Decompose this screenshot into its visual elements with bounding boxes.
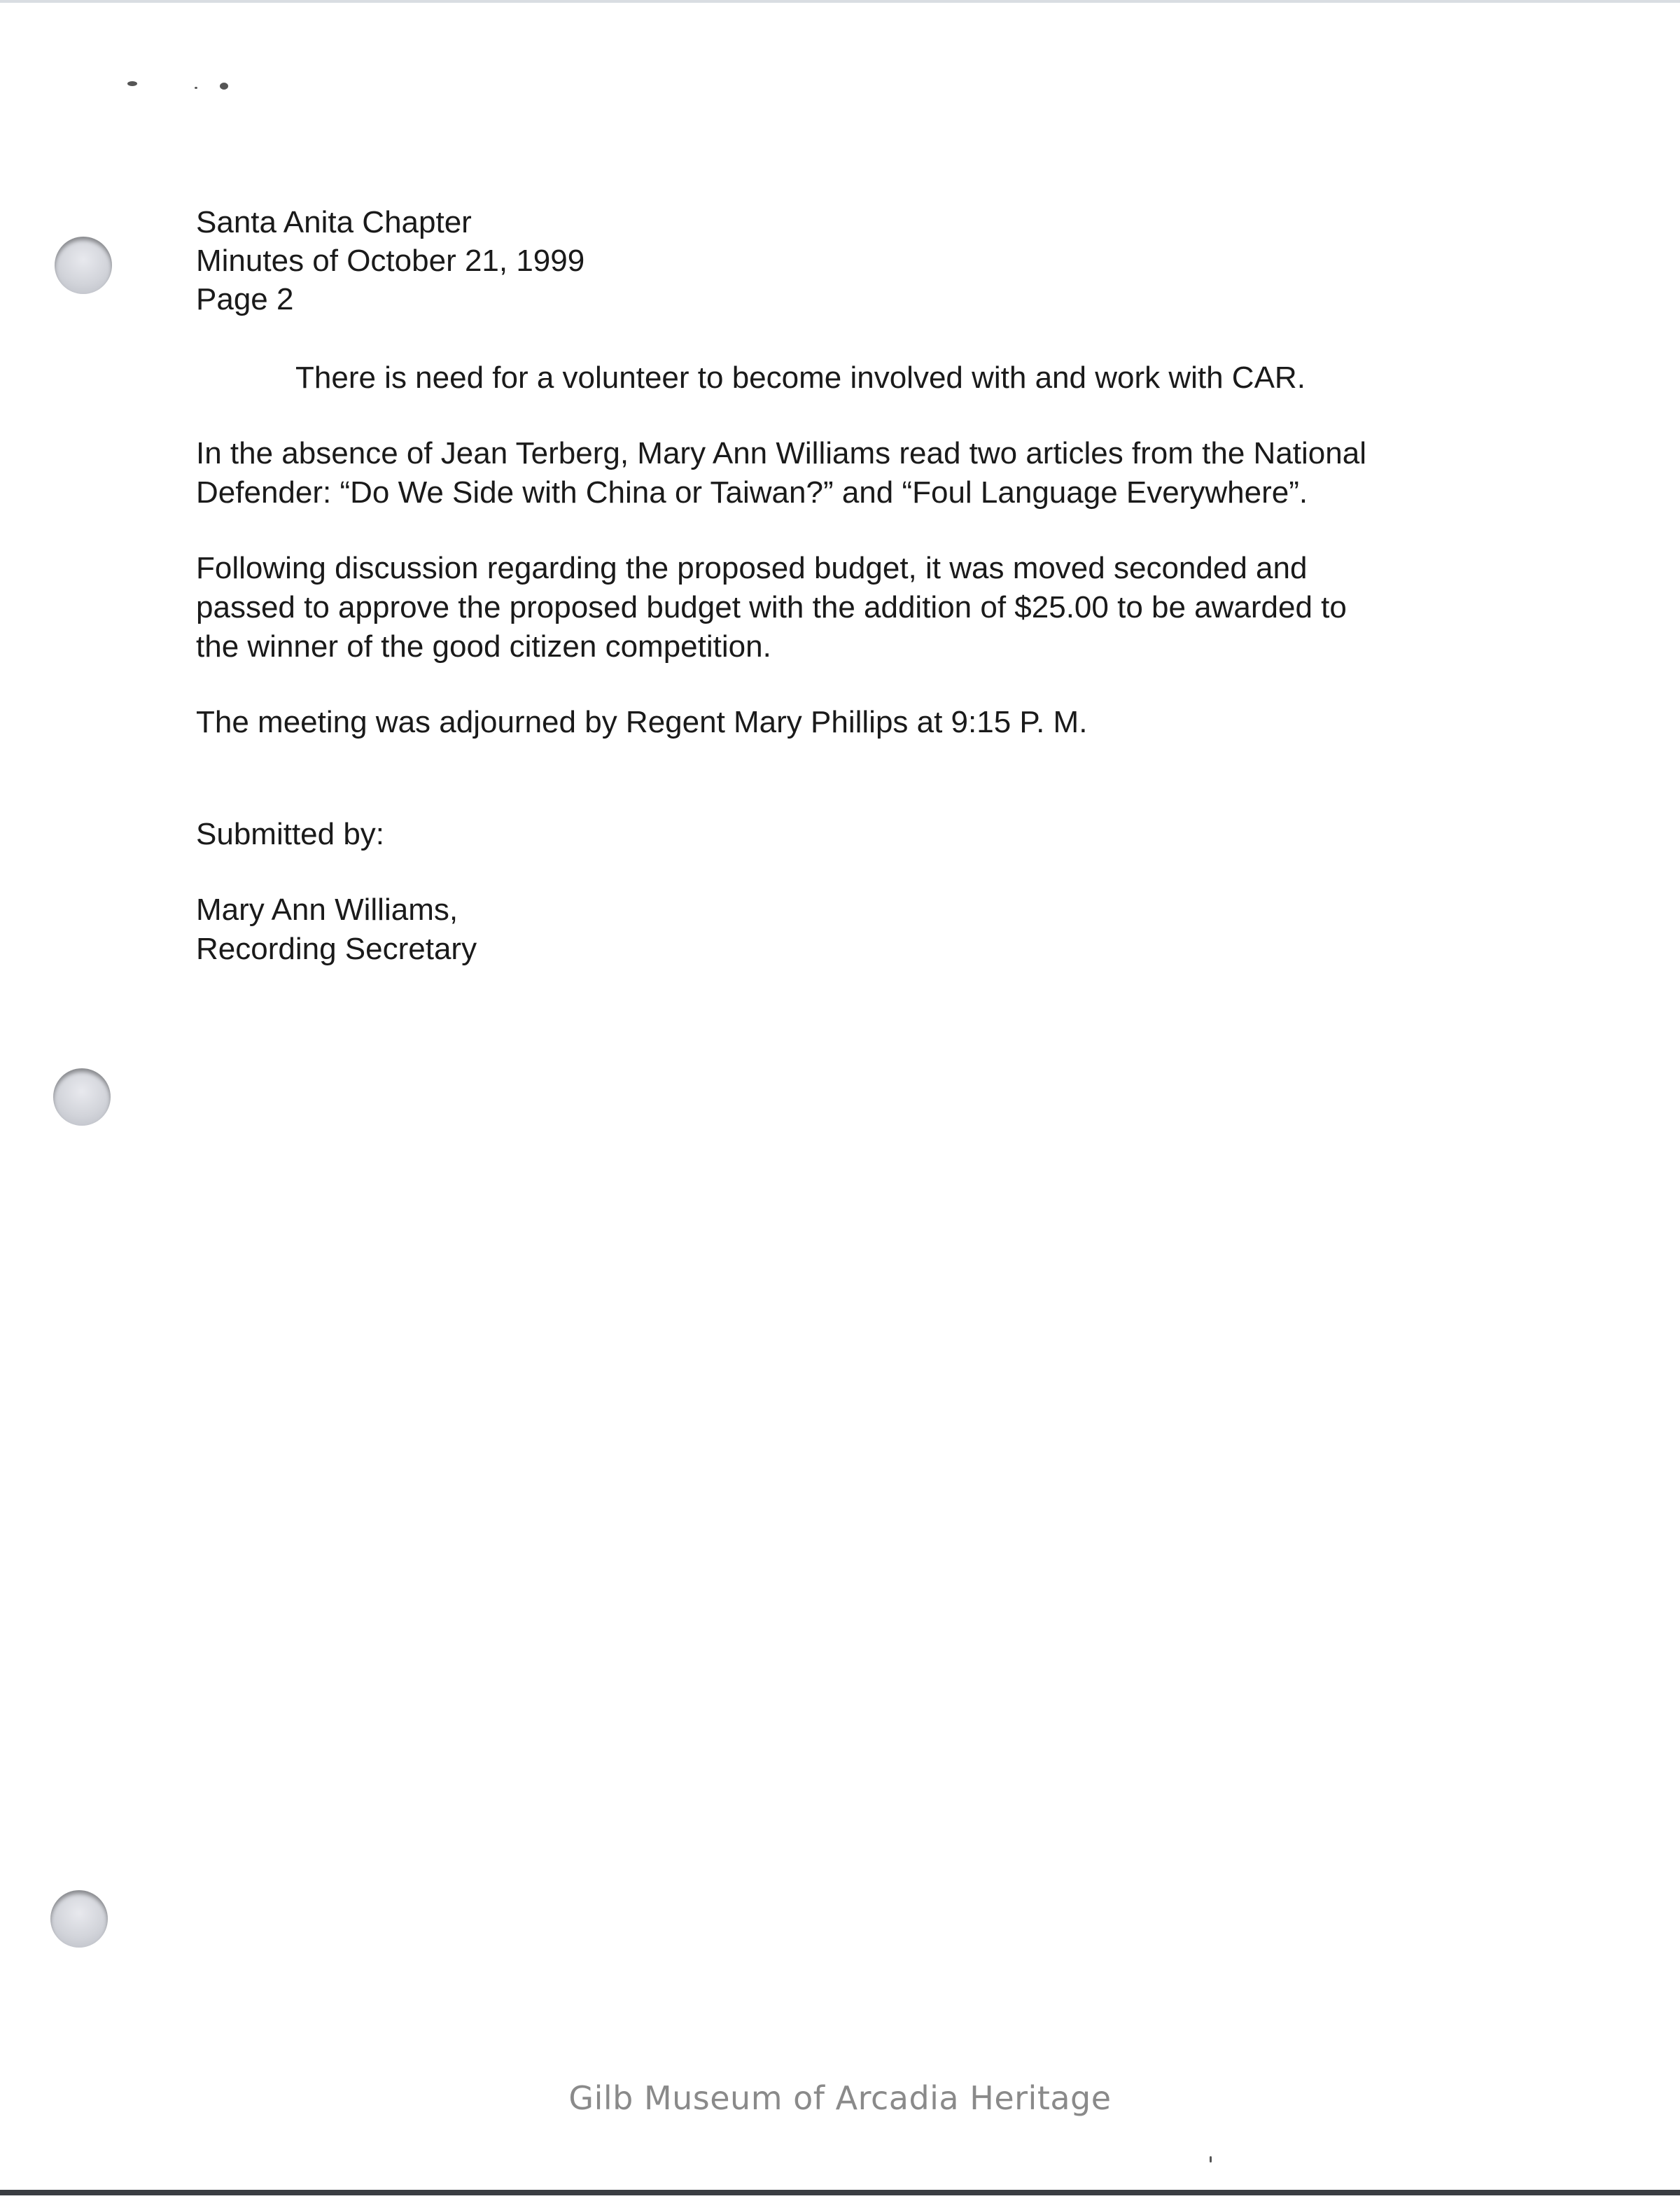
page-number: Page 2 <box>196 282 294 316</box>
budget-paragraph <box>196 549 1347 666</box>
volunteer-text: There is need for a volunteer to become involved with and work with CAR. <box>295 361 1306 395</box>
punch-hole-top <box>55 237 112 294</box>
budget-line-2: passed to approve the proposed budget with the addition of $25.00 to be awarded to <box>196 590 1347 624</box>
scan-speck <box>220 83 228 90</box>
adjournment-paragraph <box>196 703 1087 742</box>
secretary-name: Mary Ann Williams, <box>196 893 458 927</box>
articles-paragraph <box>196 434 1366 512</box>
minutes-date: Minutes of October 21, 1999 <box>196 244 585 278</box>
secretary-title: Recording Secretary <box>196 932 477 966</box>
museum-watermark: Gilb Museum of Arcadia Heritage <box>568 2079 1112 2117</box>
articles-line-2: Defender: “Do We Side with China or Taiwan?” and “Foul Language Everywhere”. <box>196 475 1308 510</box>
scan-speck <box>1210 2156 1212 2162</box>
scan-top-edge <box>0 0 1680 3</box>
submitted-by-label: Submitted by: <box>196 817 385 851</box>
document-header <box>196 203 584 319</box>
punch-hole-bottom <box>50 1890 108 1948</box>
chapter-name: Santa Anita Chapter <box>196 205 472 239</box>
volunteer-paragraph <box>295 358 1306 398</box>
signature-block <box>196 890 477 969</box>
adjournment-text: The meeting was adjourned by Regent Mary Phillips at 9:15 P. M. <box>196 705 1088 739</box>
scan-bottom-edge <box>0 2190 1680 2195</box>
scan-speck <box>127 81 137 86</box>
submitted-by <box>196 815 384 854</box>
punch-hole-middle <box>53 1068 111 1126</box>
budget-line-3: the winner of the good citizen competition. <box>196 629 771 664</box>
articles-line-1: In the absence of Jean Terberg, Mary Ann Williams read two articles from the National <box>196 436 1366 470</box>
scan-speck <box>195 87 197 89</box>
budget-line-1: Following discussion regarding the proposed budget, it was moved seconded and <box>196 551 1308 585</box>
